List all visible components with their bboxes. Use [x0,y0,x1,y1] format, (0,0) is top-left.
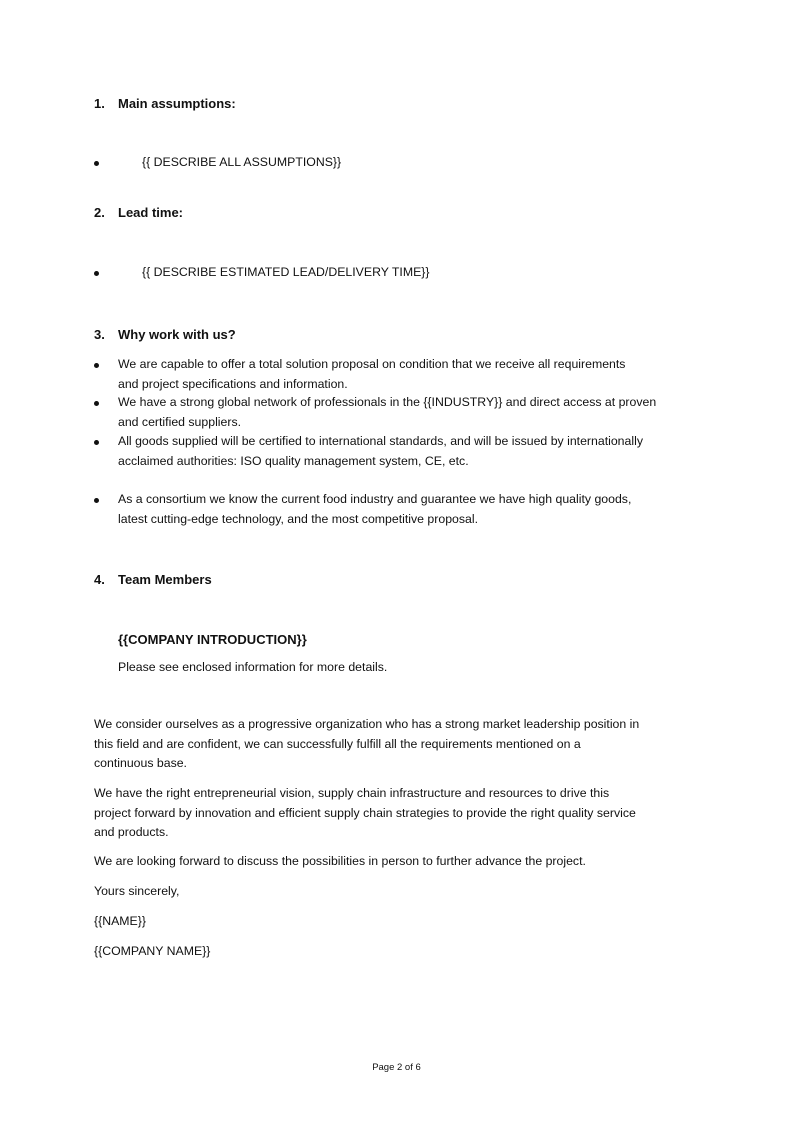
bullet-icon [94,271,99,276]
section-number: 2. [94,205,105,220]
bullet-icon [94,363,99,368]
bullet-icon [94,440,99,445]
why-list-item [118,432,643,471]
why-list-item [118,355,625,394]
section-heading-1 [94,96,236,111]
section-heading-4 [94,572,212,587]
paragraph-line: continuous base. [94,756,187,770]
paragraph-line: and products. [94,825,169,839]
page-footer: Page 2 of 6 [372,1062,421,1073]
paragraph-line: project forward by innovation and efficient supply chain strategies to provide the right quality service [94,805,636,820]
signature-company: {{COMPANY NAME}} [94,944,211,958]
list-item-line: and certified suppliers. [118,414,242,429]
body-paragraph [94,715,639,774]
section-heading-2 [94,205,183,220]
bullet-icon [94,498,99,503]
paragraph-line: this field and are confident, we can successfully fulfill all the requirements mentioned on a [94,736,581,751]
why-list-item [118,490,631,529]
list-item-line: and project specifications and information. [118,376,348,391]
section-number: 1. [94,96,105,111]
closing-text: Yours sincerely, [94,884,180,898]
paragraph-line: We consider ourselves as a progressive organization who has a strong market leadership position in [94,717,640,731]
paragraph-line: We have the right entrepreneurial vision, supply chain infrastructure and resources to drive this [94,786,610,800]
list-item-line: All goods supplied will be certified to international standards, and will be issued by internationally [118,434,643,448]
company-intro-heading: {{COMPANY INTRODUCTION}} [118,632,307,647]
section-title: Lead time: [118,205,184,220]
list-item-line: We are capable to offer a total solution proposal on condition that we receive all requirements [118,357,626,371]
lead-time-item: {{ DESCRIBE ESTIMATED LEAD/DELIVERY TIME}} [142,265,430,279]
bullet-icon [94,401,99,406]
section-number: 3. [94,327,105,342]
signature-name: {{NAME}} [94,914,146,928]
assumptions-item: {{ DESCRIBE ALL ASSUMPTIONS}} [142,155,342,169]
list-item-line: latest cutting-edge technology, and the most competitive proposal. [118,511,479,526]
paragraph-line: We are looking forward to discuss the possibilities in person to further advance the project. [94,854,586,868]
section-heading-3 [94,327,236,342]
section-title: Why work with us? [118,327,236,342]
section-title: Main assumptions: [118,96,236,111]
body-paragraph [94,784,636,843]
list-item-line: As a consortium we know the current food industry and guarantee we have high quality goods, [118,492,632,506]
why-list-item [118,393,656,432]
bullet-icon [94,161,99,166]
list-item-line: acclaimed authorities: ISO quality management system, CE, etc. [118,453,469,468]
list-item-line: We have a strong global network of professionals in the {{INDUSTRY}} and direct access at proven [118,395,657,409]
company-intro-text: Please see enclosed information for more details. [118,660,388,674]
section-number: 4. [94,572,105,587]
section-title: Team Members [118,572,212,587]
body-paragraph [94,852,586,872]
